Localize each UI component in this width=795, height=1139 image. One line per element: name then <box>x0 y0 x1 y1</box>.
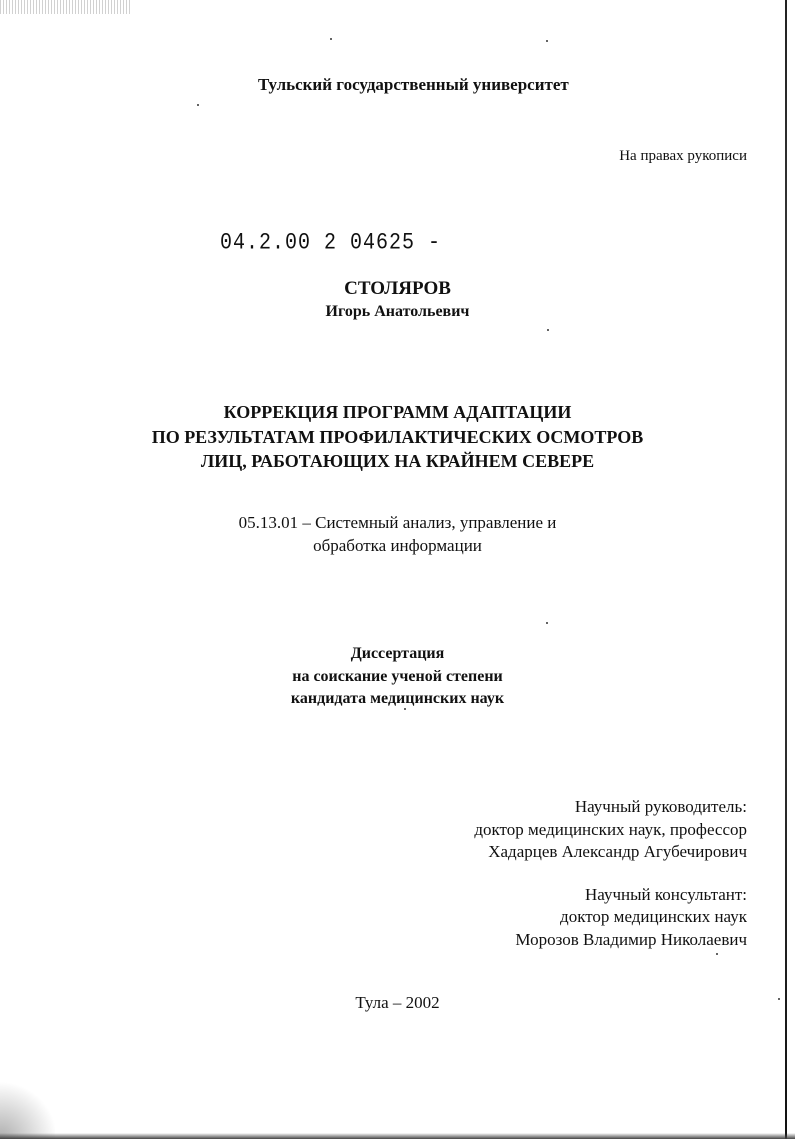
city-year: Тула – 2002 <box>355 993 440 1012</box>
thesis-title-line-1: КОРРЕКЦИЯ ПРОГРАММ АДАПТАЦИИ <box>223 402 572 422</box>
consultant-degree: доктор медицинских наук <box>560 907 747 926</box>
scan-speck <box>546 622 548 624</box>
author-surname: СТОЛЯРОВ <box>344 278 451 299</box>
supervisor-role: Научный руководитель: <box>574 797 747 816</box>
thesis-title-line-3: ЛИЦ, РАБОТАЮЩИХ НА КРАЙНЕМ СЕВЕРЕ <box>200 451 595 471</box>
scan-edge-bottom <box>0 1133 795 1139</box>
scan-edge-right <box>785 0 787 1139</box>
supervisor-degree: доктор медицинских наук, профессор <box>474 820 747 839</box>
dissertation-label: Диссертация <box>350 645 445 662</box>
dissertation-degree-line-2: кандидата медицинских наук <box>290 690 505 707</box>
registration-stamp-number: 04.2.00 2 04625 - <box>220 230 442 257</box>
rights-notice: На правах рукописи <box>619 148 747 164</box>
scan-speck <box>716 953 718 955</box>
dissertation-degree-line-1: на соискание ученой степени <box>292 668 503 685</box>
scan-speck <box>547 329 549 331</box>
consultant-role: Научный консультант: <box>585 885 747 904</box>
university-name: Тульский государственный университет <box>258 75 569 94</box>
scan-speck <box>330 38 332 40</box>
consultant-name: Морозов Владимир Николаевич <box>515 930 747 949</box>
scan-artifact-top-left <box>0 0 130 14</box>
scan-artifact-bottom-left <box>0 1079 55 1139</box>
specialty-line-2: обработка информации <box>313 536 482 555</box>
supervisor-name: Хадарцев Александр Агубечирович <box>488 842 747 861</box>
scan-speck <box>546 40 548 42</box>
scan-speck <box>197 104 199 106</box>
author-given-names: Игорь Анатольевич <box>325 303 470 320</box>
scan-speck <box>404 708 406 710</box>
specialty-line-1: 05.13.01 – Системный анализ, управление и <box>238 513 557 532</box>
thesis-title-line-2: ПО РЕЗУЛЬТАТАМ ПРОФИЛАКТИЧЕСКИХ ОСМОТРОВ <box>151 427 644 447</box>
